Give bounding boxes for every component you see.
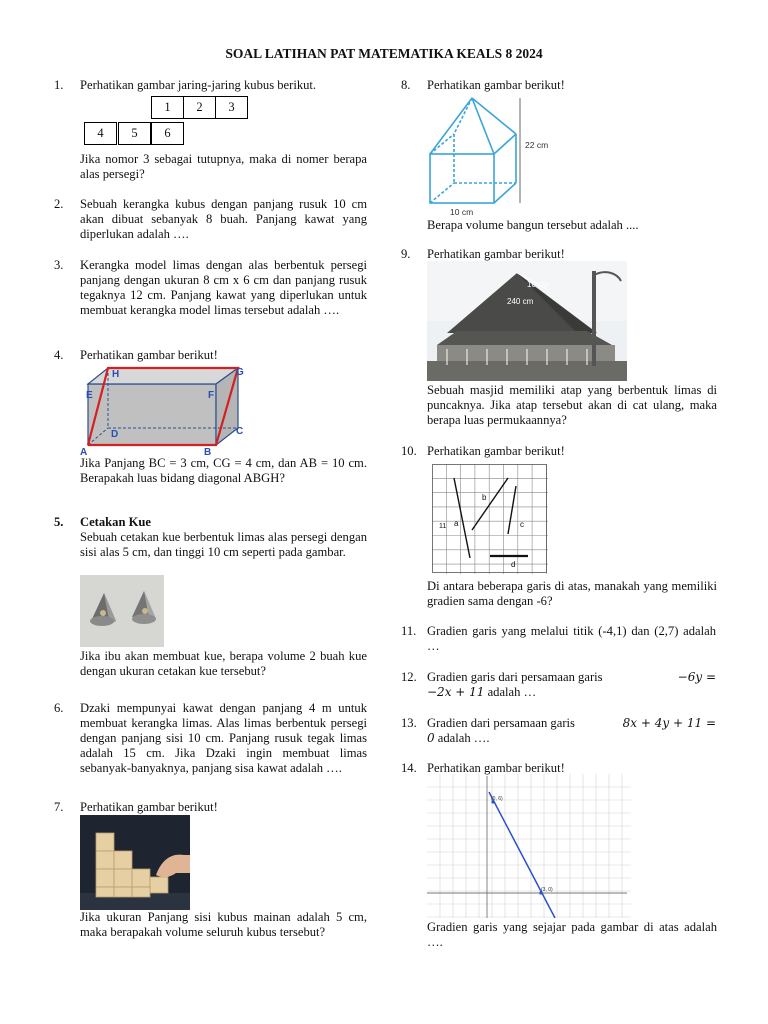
net-cell: 5 — [118, 122, 151, 145]
question-line — [427, 716, 716, 731]
vertex-label: E — [86, 390, 93, 401]
prism-pyramid-figure — [426, 92, 561, 220]
line-label: a — [454, 519, 459, 528]
vertex-label: G — [236, 367, 244, 378]
net-cell: 3 — [215, 96, 248, 119]
vertex-label: H — [112, 369, 120, 380]
question-number: 8. — [401, 78, 411, 92]
question-heading: Cetakan Kue — [80, 515, 152, 529]
dimension-label: 240 cm — [507, 297, 534, 306]
cake-mold-photo — [80, 575, 164, 647]
question-text: adalah …. — [437, 731, 490, 745]
question-text: Perhatikan gambar berikut! — [427, 761, 565, 775]
question-14-cont — [427, 920, 717, 950]
question-number: 12. — [401, 670, 417, 684]
question-text: Perhatikan gambar berikut! — [427, 444, 565, 458]
point-label: (0, 6) — [491, 796, 503, 802]
question-4-cont — [80, 456, 367, 486]
net-cell: 4 — [84, 122, 117, 145]
question-text: Gradien garis yang melalui titik (-4,1) dan (2,7) adalah … — [427, 624, 716, 653]
question-number: 11. — [401, 624, 417, 638]
equation: 8𝑥 + 4𝑦 + 11 = — [622, 716, 716, 730]
question-number: 9. — [401, 247, 411, 261]
question-text: Jika ukuran Panjang sisi kubus mainan adalah 5 cm, maka berapakah volume seluruh kubus tersebut? — [80, 910, 367, 939]
question-text: Jika ibu akan membuat kue, berapa volume 2 buah kue dengan ukuran cetakan kue tersebut? — [80, 649, 367, 678]
page-title: SOAL LATIHAN PAT MATEMATIKA KEALS 8 2024 — [225, 46, 543, 61]
question-text: Dzaki mempunyai kawat dengan panjang 4 m untuk membuat kerangka limas. Alas limas berbentuk persegi dengan panjang sisi 10 cm. Panjang rusuk tegak limas adalah 15 cm. Jika Dzaki ingin membuat limas sebanyak-banyaknya, panjang sisa kawat adalah …. — [80, 701, 367, 775]
equation: 0 — [427, 731, 435, 745]
question-text: Jika nomor 3 sebagai tutupnya, maka di nomer berapa alas persegi? — [80, 152, 367, 181]
question-text: Di antara beberapa garis di atas, manakah yang memiliki gradien sama dengan -6? — [427, 579, 717, 608]
vertex-label: C — [236, 426, 244, 437]
question-number: 2. — [54, 197, 64, 211]
side-label: 10 cm — [450, 207, 474, 217]
line-graph-figure — [427, 774, 631, 918]
question-text: Gradien garis dari persamaan garis — [427, 670, 603, 684]
question-number: 4. — [54, 348, 64, 362]
toy-cubes-photo — [80, 815, 190, 910]
question-number: 3. — [54, 258, 64, 272]
question-line — [427, 670, 716, 685]
vertex-label: D — [111, 429, 119, 440]
question-7-cont — [80, 910, 367, 940]
net-cell: 2 — [183, 96, 216, 119]
gradient-grid-figure — [432, 464, 548, 574]
question-9-cont — [427, 383, 717, 428]
question-text: Perhatikan gambar jaring-jaring kubus berikut. — [80, 78, 317, 92]
question-line — [427, 731, 716, 746]
mosque-photo — [427, 261, 627, 381]
vertex-label: B — [204, 447, 212, 457]
question-text: Gradien dari persamaan garis — [427, 716, 575, 730]
question-text: Perhatikan gambar berikut! — [80, 348, 218, 362]
cuboid-figure — [78, 362, 248, 457]
question-body — [427, 716, 716, 746]
question-body — [427, 670, 716, 700]
question-text: Perhatikan gambar berikut! — [427, 78, 565, 92]
dimension-label: 10 cm — [527, 280, 549, 289]
question-number: 10. — [401, 444, 417, 458]
question-text: Sebuah cetakan kue berbentuk limas alas persegi dengan sisi alas 5 cm, dan tinggi 10 cm seperti pada gambar. — [80, 530, 367, 559]
question-text: Kerangka model limas dengan alas berbentuk persegi panjang dengan ukuran 8 cm x 6 cm dan panjang rusuk tegaknya 12 cm. Panjang kawat yang diperlukan untuk membuat kerangka model limas tersebut adalah …. — [80, 258, 367, 317]
question-text: Jika Panjang BC = 3 cm, CG = 4 cm, dan AB = 10 cm. Berapakah luas bidang diagonal ABGH? — [80, 456, 367, 485]
question-body — [80, 515, 367, 560]
question-number: 6. — [54, 701, 64, 715]
question-text: Sebuah kerangka kubus dengan panjang rusuk 10 cm akan dibuat sebanyak 8 buah. Panjang kawat yang diperlukan adalah …. — [80, 197, 367, 241]
equation: −2𝑥 + 11 — [427, 685, 485, 699]
vertex-label: A — [80, 447, 88, 457]
question-8-cont — [427, 218, 717, 233]
line-label: b — [482, 493, 487, 502]
question-text: Perhatikan gambar berikut! — [427, 247, 565, 261]
vertex-label: F — [208, 390, 215, 401]
question-text: Sebuah masjid memiliki atap yang berbentuk limas di puncaknya. Jika atap tersebut akan di cat ulang, maka berapa luas permukaannya? — [427, 383, 717, 427]
question-number: 14. — [401, 761, 417, 775]
question-number: 1. — [54, 78, 64, 92]
question-line — [427, 685, 716, 700]
equation: −6𝑦 = — [677, 670, 716, 684]
question-number: 5. — [54, 515, 64, 529]
question-number: 7. — [54, 800, 64, 814]
question-5-cont — [80, 649, 367, 679]
question-text: adalah … — [487, 685, 537, 699]
line-label: d — [511, 560, 516, 569]
net-cell: 6 — [151, 122, 184, 145]
question-text: Gradien garis yang sejajar pada gambar di atas adalah …. — [427, 920, 717, 949]
question-10-cont — [427, 579, 717, 609]
net-cell: 1 — [151, 96, 184, 119]
question-text: Berapa volume bangun tersebut adalah .... — [427, 218, 639, 232]
axis-label: 11 — [439, 523, 447, 530]
question-1-cont — [80, 152, 367, 182]
question-text: Perhatikan gambar berikut! — [80, 800, 218, 814]
point-label: (3, 0) — [541, 887, 553, 893]
question-number: 13. — [401, 716, 417, 730]
cube-net-figure — [84, 96, 284, 148]
line-label: c — [520, 520, 524, 529]
height-label: 22 cm — [525, 140, 549, 150]
